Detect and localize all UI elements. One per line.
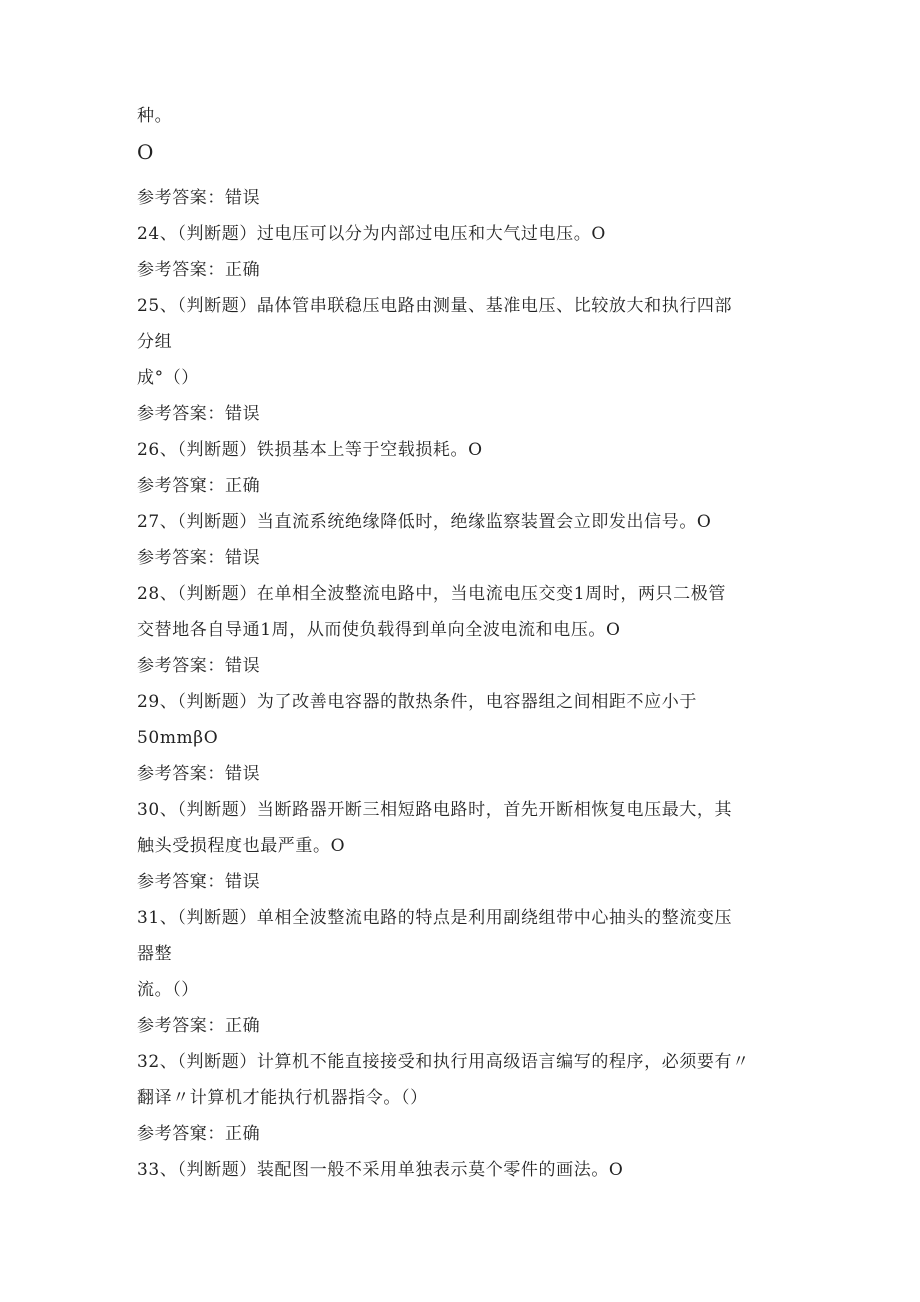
question-27: 27、（判断题）当直流系统绝缘降低时，绝缘监察装置会立即发出信号。O: [137, 512, 712, 532]
text-line: 交替地各自导通1周，从而使负载得到单向全波电流和电压。O: [137, 620, 621, 640]
question-25: 25、（判断题）晶体管串联稳压电路由测量、基准电压、比较放大和执行四部: [137, 296, 733, 316]
answer-line: 参考答案：正确: [137, 260, 261, 280]
question-33: 33、（判断题）装配图一般不采用单独表示莫个零件的画法。O: [137, 1160, 624, 1180]
text-line: 触头受损程度也最严重。O: [137, 836, 346, 856]
question-24: 24、（判断题）过电压可以分为内部过电压和大气过电压。O: [137, 224, 606, 244]
text-line: 成°（）: [137, 368, 199, 388]
text-line: O: [137, 140, 154, 164]
text-line: 种。: [137, 106, 173, 126]
text-line: 50mmβO: [137, 728, 219, 748]
answer-line: 参考答窠：错误: [137, 872, 261, 892]
text-line: 器整: [137, 944, 173, 964]
answer-line: 参考答案：错误: [137, 548, 261, 568]
question-28: 28、（判断题）在单相全波整流电路中，当电流电压交变1周时，两只二极管: [137, 584, 726, 604]
answer-line: 参考答案：错误: [137, 764, 261, 784]
text-line: 流。（）: [137, 980, 199, 1000]
answer-line: 参考答窠：正确: [137, 476, 261, 496]
question-32: 32、（判断题）计算机不能直接接受和执行用高级语言编写的程序，必须要有〃: [137, 1052, 750, 1072]
answer-line: 参考答案：错误: [137, 404, 261, 424]
question-30: 30、（判断题）当断路器开断三相短路电路时，首先开断相恢复电压最大，其: [137, 800, 733, 820]
question-29: 29、（判断题）为了改善电容器的散热条件，电容器组之间相距不应小于: [137, 692, 697, 712]
question-26: 26、（判断题）铁损基本上等于空载损耗。O: [137, 440, 483, 460]
text-line: 分组: [137, 332, 173, 352]
answer-line: 参考答案：错误: [137, 188, 261, 208]
answer-line: 参考答案：错误: [137, 656, 261, 676]
text-line: 翻译〃计算机才能执行机器指令。（）: [137, 1088, 428, 1108]
answer-line: 参考答案：正确: [137, 1016, 261, 1036]
question-31: 31、（判断题）单相全波整流电路的特点是利用副绕组带中心抽头的整流变压: [137, 908, 733, 928]
answer-line: 参考答窠：正确: [137, 1124, 261, 1144]
